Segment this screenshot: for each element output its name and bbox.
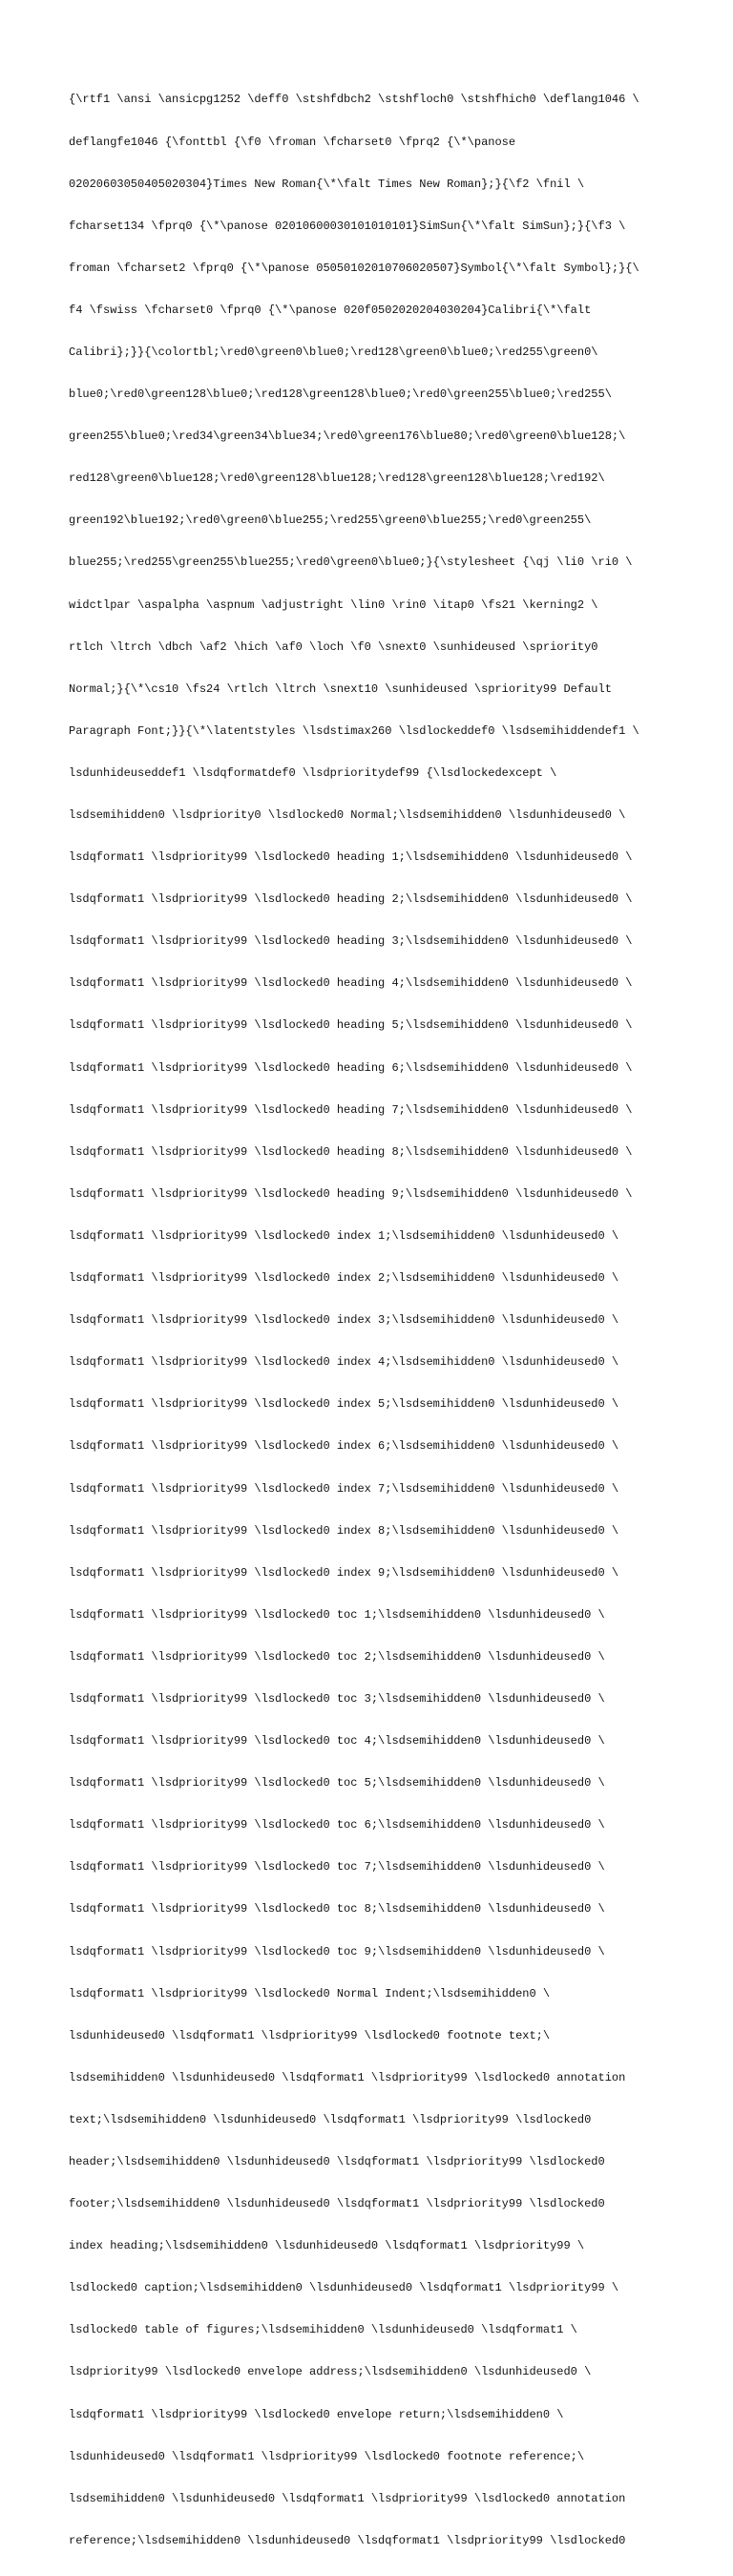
text-line: lsdqformat1 \lsdpriority99 \lsdlocked0 index 2;\lsdsemihidden0 \lsdunhideused0 \ — [69, 1271, 619, 1286]
text-line: deflangfe1046 {\fonttbl {\f0 \froman \fcharset0 \fprq2 {\*\panose — [69, 135, 516, 149]
text-line: lsdlocked0 table of figures;\lsdsemihidden0 \lsdunhideused0 \lsdqformat1 \ — [69, 2323, 577, 2337]
text-line: 02020603050405020304}Times New Roman{\*\falt Times New Roman};}{\f2 \fnil \ — [69, 177, 585, 191]
text-line: lsdsemihidden0 \lsdunhideused0 \lsdqformat1 \lsdpriority99 \lsdlocked0 annotation — [69, 2491, 626, 2505]
text-line: footer;\lsdsemihidden0 \lsdunhideused0 \lsdqformat1 \lsdpriority99 \lsdlocked0 — [69, 2197, 605, 2211]
text-line: lsdqformat1 \lsdpriority99 \lsdlocked0 heading 8;\lsdsemihidden0 \lsdunhideused0 \ — [69, 1144, 633, 1159]
text-line: lsdqformat1 \lsdpriority99 \lsdlocked0 heading 5;\lsdsemihidden0 \lsdunhideused0 \ — [69, 1018, 633, 1033]
text-line: lsdqformat1 \lsdpriority99 \lsdlocked0 heading 4;\lsdsemihidden0 \lsdunhideused0 \ — [69, 976, 633, 991]
text-line: lsdqformat1 \lsdpriority99 \lsdlocked0 heading 1;\lsdsemihidden0 \lsdunhideused0 \ — [69, 850, 633, 865]
text-line: fcharset134 \fprq0 {\*\panose 02010600030101010101}SimSun{\*\falt SimSun};}{\f3 \ — [69, 219, 626, 233]
text-line: lsdqformat1 \lsdpriority99 \lsdlocked0 toc 1;\lsdsemihidden0 \lsdunhideused0 \ — [69, 1607, 605, 1622]
text-line: lsdqformat1 \lsdpriority99 \lsdlocked0 index 6;\lsdsemihidden0 \lsdunhideused0 \ — [69, 1439, 619, 1454]
text-line: lsdqformat1 \lsdpriority99 \lsdlocked0 index 5;\lsdsemihidden0 \lsdunhideused0 \ — [69, 1397, 619, 1412]
text-line: lsdqformat1 \lsdpriority99 \lsdlocked0 index 9;\lsdsemihidden0 \lsdunhideused0 \ — [69, 1565, 619, 1580]
rtf-source-text — [69, 65, 670, 2576]
text-line: lsdqformat1 \lsdpriority99 \lsdlocked0 index 7;\lsdsemihidden0 \lsdunhideused0 \ — [69, 1481, 619, 1496]
text-line: lsdqformat1 \lsdpriority99 \lsdlocked0 toc 7;\lsdsemihidden0 \lsdunhideused0 \ — [69, 1860, 605, 1874]
text-line: lsdqformat1 \lsdpriority99 \lsdlocked0 envelope return;\lsdsemihidden0 \ — [69, 2407, 564, 2421]
text-line: lsdpriority99 \lsdlocked0 envelope address;\lsdsemihidden0 \lsdunhideused0 \ — [69, 2365, 592, 2379]
text-line: green192\blue192;\red0\green0\blue255;\red255\green0\blue255;\red0\green255\ — [69, 513, 592, 528]
text-line: {\rtf1 \ansi \ansicpg1252 \deff0 \stshfdbch2 \stshfloch0 \stshfhich0 \deflang1046 \ — [69, 93, 639, 107]
text-line: lsdqformat1 \lsdpriority99 \lsdlocked0 index 1;\lsdsemihidden0 \lsdunhideused0 \ — [69, 1228, 619, 1243]
text-line: lsdqformat1 \lsdpriority99 \lsdlocked0 toc 8;\lsdsemihidden0 \lsdunhideused0 \ — [69, 1902, 605, 1916]
text-line: lsdunhideused0 \lsdqformat1 \lsdpriority99 \lsdlocked0 footnote text;\ — [69, 2028, 551, 2042]
text-line: blue255;\red255\green255\blue255;\red0\green0\blue0;}{\stylesheet {\qj \li0 \ri0 \ — [69, 555, 633, 570]
text-line: text;\lsdsemihidden0 \lsdunhideused0 \lsdqformat1 \lsdpriority99 \lsdlocked0 — [69, 2112, 592, 2126]
text-line: lsdsemihidden0 \lsdpriority0 \lsdlocked0 Normal;\lsdsemihidden0 \lsdunhideused0 \ — [69, 808, 626, 822]
text-line: Paragraph Font;}}{\*\latentstyles \lsdstimax260 \lsdlockeddef0 \lsdsemihiddendef1 \ — [69, 723, 639, 738]
text-line: lsdqformat1 \lsdpriority99 \lsdlocked0 Normal Indent;\lsdsemihidden0 \ — [69, 1986, 551, 2000]
text-line: index heading;\lsdsemihidden0 \lsdunhideused0 \lsdqformat1 \lsdpriority99 \ — [69, 2239, 585, 2253]
text-line: lsdqformat1 \lsdpriority99 \lsdlocked0 index 8;\lsdsemihidden0 \lsdunhideused0 \ — [69, 1523, 619, 1538]
text-line: lsdqformat1 \lsdpriority99 \lsdlocked0 heading 3;\lsdsemihidden0 \lsdunhideused0 \ — [69, 934, 633, 949]
text-line: lsdunhideused0 \lsdqformat1 \lsdpriority99 \lsdlocked0 footnote reference;\ — [69, 2449, 585, 2463]
text-line: lsdqformat1 \lsdpriority99 \lsdlocked0 toc 2;\lsdsemihidden0 \lsdunhideused0 \ — [69, 1649, 605, 1664]
text-line: lsdqformat1 \lsdpriority99 \lsdlocked0 index 4;\lsdsemihidden0 \lsdunhideused0 \ — [69, 1355, 619, 1370]
text-line: froman \fcharset2 \fprq0 {\*\panose 05050102010706020507}Symbol{\*\falt Symbol};}{\ — [69, 261, 639, 275]
text-line: rtlch \ltrch \dbch \af2 \hich \af0 \loch \f0 \snext0 \sunhideused \spriority0 — [69, 639, 598, 654]
text-line: lsdqformat1 \lsdpriority99 \lsdlocked0 index 3;\lsdsemihidden0 \lsdunhideused0 \ — [69, 1313, 619, 1328]
text-line: lsdqformat1 \lsdpriority99 \lsdlocked0 toc 3;\lsdsemihidden0 \lsdunhideused0 \ — [69, 1691, 605, 1706]
text-line: lsdqformat1 \lsdpriority99 \lsdlocked0 toc 5;\lsdsemihidden0 \lsdunhideused0 \ — [69, 1776, 605, 1791]
text-line: lsdsemihidden0 \lsdunhideused0 \lsdqformat1 \lsdpriority99 \lsdlocked0 annotation — [69, 2070, 626, 2084]
text-line: f4 \fswiss \fcharset0 \fprq0 {\*\panose 020f0502020204030204}Calibri{\*\falt — [69, 303, 592, 317]
text-line: green255\blue0;\red34\green34\blue34;\red0\green176\blue80;\red0\green0\blue128;\ — [69, 429, 626, 444]
text-line: red128\green0\blue128;\red0\green128\blue128;\red128\green128\blue128;\red192\ — [69, 471, 605, 486]
text-line: lsdqformat1 \lsdpriority99 \lsdlocked0 heading 9;\lsdsemihidden0 \lsdunhideused0 \ — [69, 1186, 633, 1201]
text-line: lsdlocked0 caption;\lsdsemihidden0 \lsdunhideused0 \lsdqformat1 \lsdpriority99 \ — [69, 2281, 619, 2295]
text-line: reference;\lsdsemihidden0 \lsdunhideused0 \lsdqformat1 \lsdpriority99 \lsdlocked0 — [69, 2533, 626, 2547]
text-line: Calibri};}}{\colortbl;\red0\green0\blue0;\red128\green0\blue0;\red255\green0\ — [69, 345, 598, 359]
text-line: lsdqformat1 \lsdpriority99 \lsdlocked0 heading 6;\lsdsemihidden0 \lsdunhideused0 \ — [69, 1060, 633, 1075]
text-line: lsdunhideuseddef1 \lsdqformatdef0 \lsdprioritydef99 {\lsdlockedexcept \ — [69, 765, 557, 780]
text-line: blue0;\red0\green128\blue0;\red128\green128\blue0;\red0\green255\blue0;\red255\ — [69, 387, 612, 402]
text-line: lsdqformat1 \lsdpriority99 \lsdlocked0 toc 4;\lsdsemihidden0 \lsdunhideused0 \ — [69, 1734, 605, 1749]
text-line: lsdqformat1 \lsdpriority99 \lsdlocked0 toc 6;\lsdsemihidden0 \lsdunhideused0 \ — [69, 1818, 605, 1833]
text-line: lsdqformat1 \lsdpriority99 \lsdlocked0 heading 2;\lsdsemihidden0 \lsdunhideused0 \ — [69, 892, 633, 907]
text-line: lsdqformat1 \lsdpriority99 \lsdlocked0 toc 9;\lsdsemihidden0 \lsdunhideused0 \ — [69, 1944, 605, 1958]
text-line: header;\lsdsemihidden0 \lsdunhideused0 \lsdqformat1 \lsdpriority99 \lsdlocked0 — [69, 2155, 605, 2168]
text-line: Normal;}{\*\cs10 \fs24 \rtlch \ltrch \snext10 \sunhideused \spriority99 Default — [69, 681, 612, 696]
text-line: lsdqformat1 \lsdpriority99 \lsdlocked0 heading 7;\lsdsemihidden0 \lsdunhideused0 \ — [69, 1102, 633, 1117]
text-line: widctlpar \aspalpha \aspnum \adjustright \lin0 \rin0 \itap0 \fs21 \kerning2 \ — [69, 597, 598, 612]
